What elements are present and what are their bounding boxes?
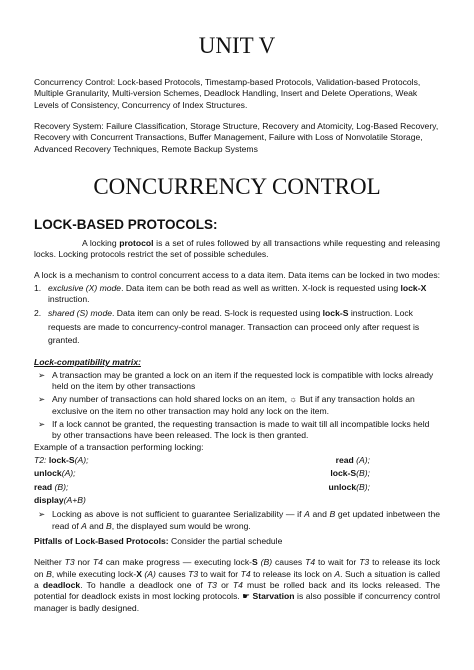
arrow-bullet-icon: ➢ <box>38 509 46 520</box>
arrow-bullet-icon: ➢ <box>38 369 46 380</box>
section-title: CONCURRENCY CONTROL <box>93 174 381 200</box>
syllabus-recovery: Recovery System: Failure Classification, Storage Structure, Recovery and Atomicity, Log-Based Recovery, Recovery with Concurrent Transactions, Buffer Management, Failure with Loss of Nonvolatile Storage, Advanced Recovery Techniques, Remote Backup Systems <box>34 121 439 154</box>
list-item: ➢ A transaction may be granted a lock on an item if the requested lock is compatible with locks already held on the item by other transactions <box>38 369 434 391</box>
mode-item: 1. exclusive (X) mode. Data item can be both read as well as written. X-lock is requested using lock-X instruction. <box>34 282 427 304</box>
matrix-heading: Lock-compatibility matrix: <box>34 357 141 368</box>
pitfalls-line: Pitfalls of Lock-Based Protocols: Consider the partial schedule <box>34 536 283 547</box>
unit-title: UNIT V <box>198 33 276 58</box>
list-item: ➢ Any number of transactions can hold shared locks on an item, ☼ But if any transaction holds an exclusive on the item no other transaction may hold any lock on the item. <box>38 394 415 416</box>
mode-item: 2. shared (S) mode. Data item can only be read. S-lock is requested using lock-S instruction. Lock requests are made to concurrency-control manager. Transaction can proceed only after request is granted. <box>34 308 420 345</box>
deadlock-paragraph: Neither T3 nor T4 can make progress — executing lock-S (B) causes T4 to wait for T3 to release its lock on B, while executing lock-X (A) causes T3 to wait for T4 to release its lock on A. Such a situation is called a deadlock. To handle a deadlock one of T3 or T4 must be rolled back and its locks released. The potential for deadlock exists in most locking protocols. ☛ Starvation is also possible if concurrency control manager is badly designed. <box>34 557 441 613</box>
intro-paragraph: A locking protocol is a set of rules followed by all transactions while requesting and releasing locks. Locking protocols restrict the set of possible schedules. <box>34 237 440 259</box>
arrow-bullet-icon: ➢ <box>38 418 46 429</box>
lock-definition: A lock is a mechanism to control concurrent access to a data item. Data items can be locked in two modes: <box>34 270 441 281</box>
matrix-bullets <box>34 370 440 442</box>
modes-list <box>34 283 440 348</box>
syllabus-concurrency: Concurrency Control: Lock-based Protocols, Timestamp-based Protocols, Validation-based Protocols, Multiple Granularity, Multi-version Schemes, Deadlock Handling, Insert and Delete Operations, Weak Levels of Consistency, Concurrency of Index Structures. <box>34 77 421 110</box>
arrow-bullet-icon: ➢ <box>38 394 46 405</box>
sun-glyph-icon: ☼ <box>289 394 298 405</box>
list-item: ➢ Locking as above is not sufficient to guarantee Serializability — if A and B get updated inbetween the read of A and B, the displayed sum would be wrong. <box>38 509 440 531</box>
transaction-code: T2: lock-S(A); read (A); unlock(A); lock-S(B); read (B); unlock(B); display(A+B) <box>34 454 370 505</box>
list-item: ➢ If a lock cannot be granted, the requesting transaction is made to wait till all incompatible locks held by other transactions have been released. The lock is then granted. <box>38 418 430 441</box>
subheading-lock-based: LOCK-BASED PROTOCOLS: <box>34 217 218 233</box>
example-label: Example of a transaction performing locking: <box>34 441 204 452</box>
pointing-hand-icon: ☛ <box>242 591 250 602</box>
serializability-note <box>34 509 440 532</box>
